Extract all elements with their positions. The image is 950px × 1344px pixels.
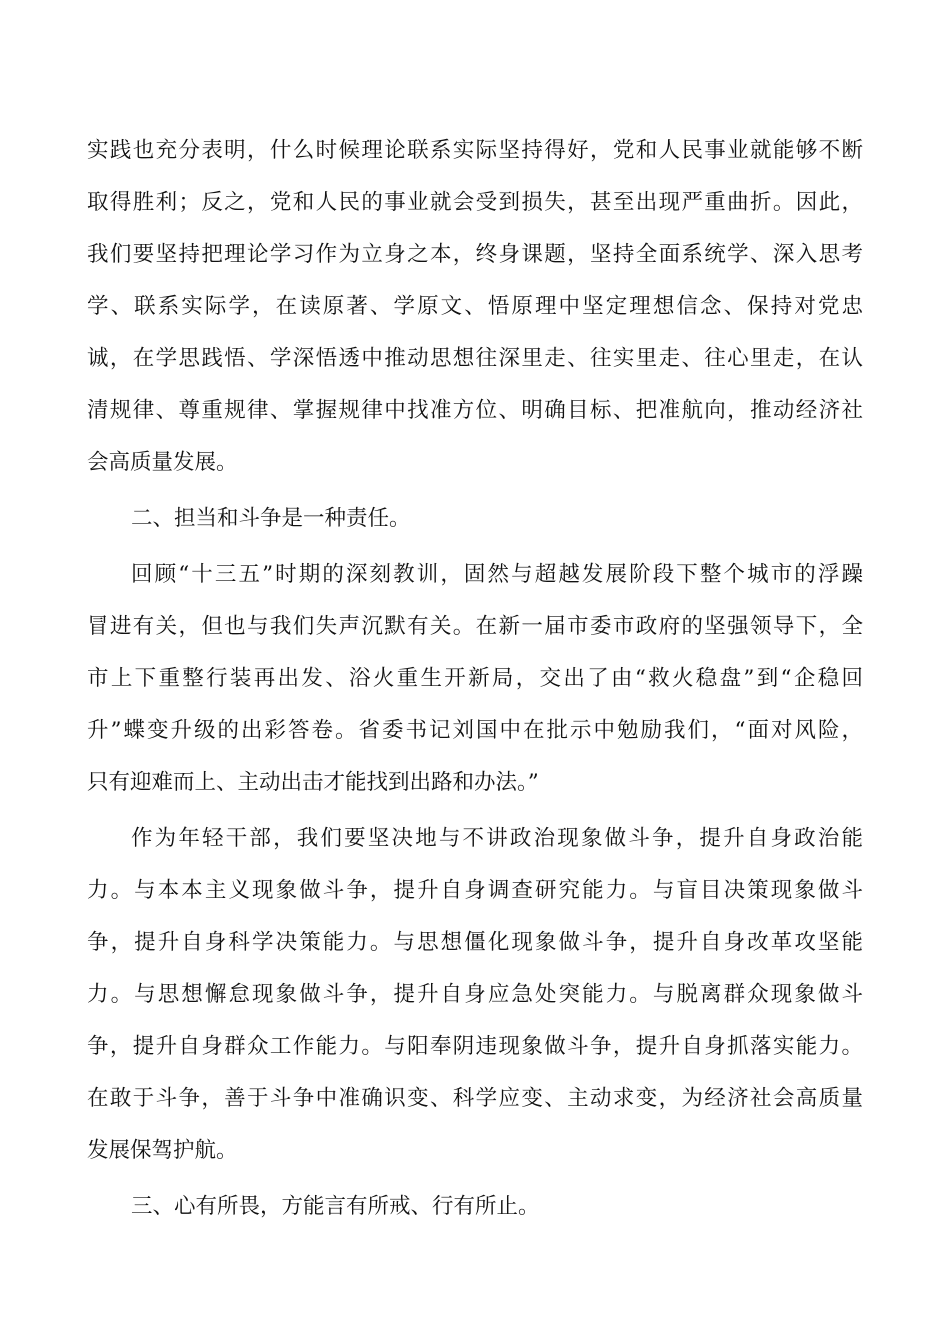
text-line: 力。与思想懈怠现象做斗争，提升自身应急处突能力。与脱离群众现象做斗 xyxy=(87,982,863,1007)
text-line: 市上下重整行装再出发、浴火重生开新局，交出了由“救火稳盘”到“企稳回 xyxy=(87,666,863,691)
text-line: 发展保驾护航。 xyxy=(87,1138,238,1163)
section-heading-2: 二、担当和斗争是一种责任。 xyxy=(131,506,411,531)
text-line: 清规律、尊重规律、掌握规律中找准方位、明确目标、把准航向，推动经济社 xyxy=(87,398,863,423)
text-line: 我们要坚持把理论学习作为立身之本，终身课题，坚持全面系统学、深入思考 xyxy=(87,242,863,267)
text-line: 作为年轻干部，我们要坚决地与不讲政治现象做斗争，提升自身政治能 xyxy=(131,826,863,851)
text-line: 回顾“十三五”时期的深刻教训，固然与超越发展阶段下整个城市的浮躁 xyxy=(131,562,863,587)
text-line: 会高质量发展。 xyxy=(87,450,238,475)
text-line: 只有迎难而上、主动出击才能找到出路和办法。” xyxy=(87,770,539,795)
text-line: 学、联系实际学，在读原著、学原文、悟原理中坚定理想信念、保持对党忠 xyxy=(87,294,863,319)
text-line: 力。与本本主义现象做斗争，提升自身调查研究能力。与盲目决策现象做斗 xyxy=(87,878,863,903)
text-line: 诚，在学思践悟、学深悟透中推动思想往深里走、往实里走、往心里走，在认 xyxy=(87,346,863,371)
text-line: 实践也充分表明，什么时候理论联系实际坚持得好，党和人民事业就能够不断 xyxy=(87,138,863,163)
section-heading-3: 三、心有所畏，方能言有所戒、行有所止。 xyxy=(131,1194,540,1219)
text-line: 冒进有关，但也与我们失声沉默有关。在新一届市委市政府的坚强领导下，全 xyxy=(87,614,863,639)
text-line: 升”蝶变升级的出彩答卷。省委书记刘国中在批示中勉励我们，“面对风险， xyxy=(87,718,863,743)
text-line: 争，提升自身科学决策能力。与思想僵化现象做斗争，提升自身改革攻坚能 xyxy=(87,930,863,955)
text-line: 在敢于斗争，善于斗争中准确识变、科学应变、主动求变，为经济社会高质量 xyxy=(87,1086,863,1111)
text-line: 争，提升自身群众工作能力。与阳奉阴违现象做斗争，提升自身抓落实能力。 xyxy=(87,1034,863,1059)
text-line: 取得胜利；反之，党和人民的事业就会受到损失，甚至出现严重曲折。因此， xyxy=(87,190,863,215)
